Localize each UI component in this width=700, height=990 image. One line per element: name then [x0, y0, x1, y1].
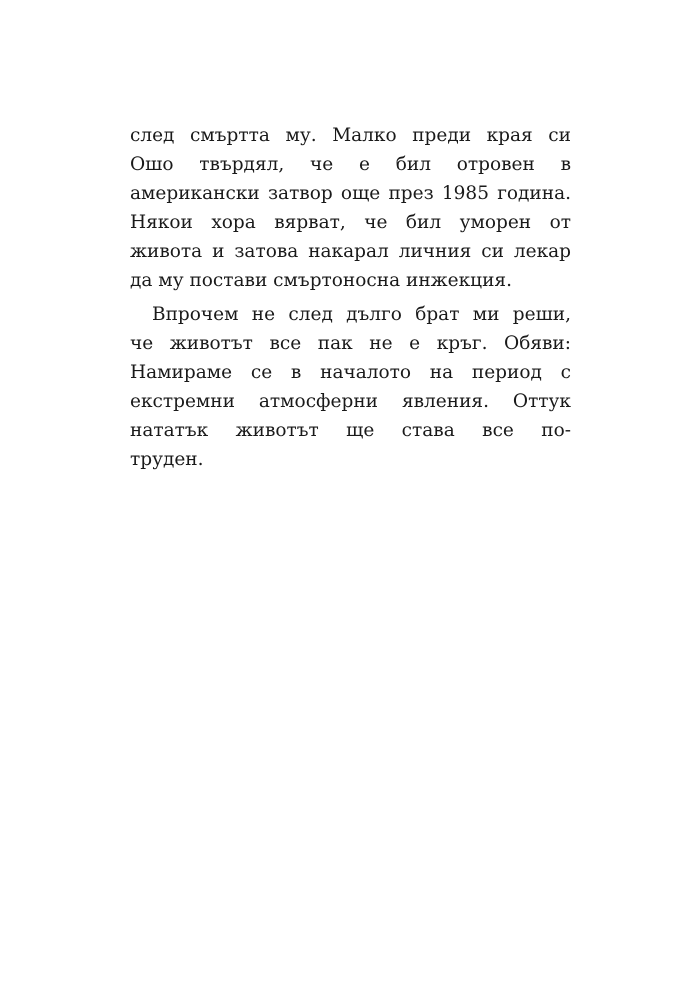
text-line: Впрочем не след дълго брат ми реши,	[152, 304, 571, 325]
text-line: труден.	[130, 449, 204, 470]
text-line: след смъртта му. Малко преди края си	[130, 125, 571, 146]
text-line: че животът все пак не е кръг. Обяви:	[130, 333, 571, 354]
paragraph-1	[130, 121, 571, 295]
text-line: да му постави смъртоносна инжекция.	[130, 270, 512, 291]
paragraph-2	[130, 300, 571, 474]
text-line: Намираме се в началото на период с	[130, 362, 571, 383]
body-text	[130, 121, 571, 474]
text-line: живота и затова накарал личния си лекар	[130, 241, 571, 262]
text-line: Ошо твърдял, че е бил отровен в	[130, 154, 571, 175]
text-line: американски затвор още през 1985 година.	[130, 183, 571, 204]
text-line: нататък животът ще става все по-	[130, 420, 571, 441]
text-line: екстремни атмосферни явления. Оттук	[130, 391, 571, 412]
text-line: Някои хора вярват, че бил уморен от	[130, 212, 571, 233]
